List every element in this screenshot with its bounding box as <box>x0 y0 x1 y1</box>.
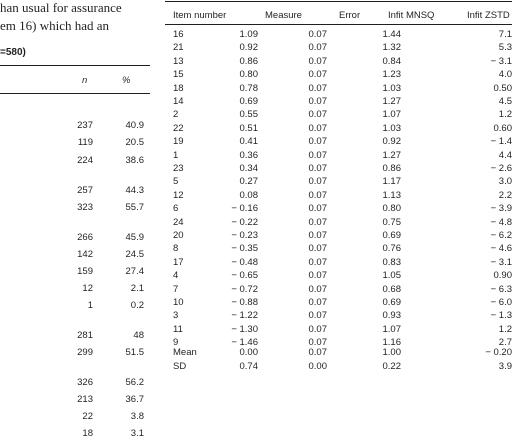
header-item-number: Item number <box>173 10 226 21</box>
cell-infit-mnsq: 1.27 <box>383 96 402 107</box>
cell-measure: 0.36 <box>240 150 259 161</box>
left-cell-pct: 44.3 <box>126 185 145 196</box>
cell-infit-zstd: 1.2 <box>499 109 512 120</box>
cell-error: 0.07 <box>309 123 328 134</box>
cell-item-number: Mean <box>173 347 197 358</box>
left-cell-pct: 20.5 <box>126 137 145 148</box>
cell-infit-mnsq: 0.76 <box>383 243 402 254</box>
cell-infit-zstd: − 3.1 <box>491 56 512 67</box>
cell-item-number: 7 <box>173 284 178 295</box>
item-statistics-table <box>165 0 512 378</box>
left-cell-n: 281 <box>77 330 93 341</box>
left-cell-n: 213 <box>77 394 93 405</box>
left-cell-n: 159 <box>77 266 93 277</box>
left-cell-pct: 24.5 <box>126 249 145 260</box>
cell-item-number: 5 <box>173 176 178 187</box>
cell-measure: 0.69 <box>240 96 259 107</box>
cell-measure: − 0.35 <box>231 243 258 254</box>
cell-error: 0.07 <box>309 243 328 254</box>
cell-measure: 0.92 <box>240 42 259 53</box>
cell-infit-mnsq: 0.22 <box>383 361 402 372</box>
cell-measure: − 1.46 <box>231 337 258 348</box>
cell-error: 0.07 <box>309 109 328 120</box>
left-cell-pct: 36.7 <box>126 394 145 405</box>
cell-item-number: 4 <box>173 270 178 281</box>
right-table-top-rule <box>165 1 512 2</box>
cell-infit-mnsq: 1.44 <box>383 29 402 40</box>
cell-error: 0.07 <box>309 29 328 40</box>
cell-error: 0.07 <box>309 217 328 228</box>
cell-item-number: SD <box>173 361 186 372</box>
cell-item-number: 3 <box>173 310 178 321</box>
cell-item-number: 18 <box>173 83 184 94</box>
cell-measure: − 0.48 <box>231 257 258 268</box>
cell-item-number: 17 <box>173 257 184 268</box>
cell-measure: 0.55 <box>240 109 259 120</box>
cell-measure: 0.34 <box>240 163 259 174</box>
cell-item-number: 9 <box>173 337 178 348</box>
cell-infit-mnsq: 0.80 <box>383 203 402 214</box>
cell-infit-mnsq: 1.07 <box>383 109 402 120</box>
left-cell-n: 142 <box>77 249 93 260</box>
left-cell-pct: 38.6 <box>126 155 145 166</box>
cell-error: 0.07 <box>309 42 328 53</box>
cell-infit-mnsq: 1.03 <box>383 123 402 134</box>
cell-infit-zstd: − 1.4 <box>491 136 512 147</box>
cell-infit-mnsq: 0.84 <box>383 56 402 67</box>
paragraph-line-2: em 16) which had an <box>0 18 109 34</box>
cell-infit-mnsq: 1.16 <box>383 337 402 348</box>
cell-measure: 0.00 <box>240 347 259 358</box>
cell-infit-mnsq: 1.07 <box>383 324 402 335</box>
cell-item-number: 11 <box>173 324 183 335</box>
cell-measure: 0.86 <box>240 56 259 67</box>
cell-measure: − 1.30 <box>231 324 258 335</box>
header-infit-zstd: Infit ZSTD <box>467 10 510 21</box>
cell-infit-mnsq: 1.23 <box>383 69 402 80</box>
cell-measure: 0.78 <box>240 83 259 94</box>
cell-infit-zstd: 4.4 <box>499 150 512 161</box>
cell-measure: − 0.16 <box>231 203 258 214</box>
cell-measure: − 0.22 <box>231 217 258 228</box>
cell-infit-mnsq: 0.68 <box>383 284 402 295</box>
cell-infit-mnsq: 0.69 <box>383 230 402 241</box>
cell-infit-mnsq: 1.05 <box>383 270 402 281</box>
cell-item-number: 19 <box>173 136 184 147</box>
cell-error: 0.07 <box>309 257 328 268</box>
cell-error: 0.07 <box>309 347 328 358</box>
cell-item-number: 13 <box>173 56 184 67</box>
cell-error: 0.07 <box>309 324 328 335</box>
cell-infit-zstd: − 0.20 <box>485 347 512 358</box>
cell-infit-zstd: 0.50 <box>494 83 512 94</box>
cell-measure: 0.74 <box>240 361 259 372</box>
cell-item-number: 12 <box>173 190 184 201</box>
cell-infit-mnsq: 1.32 <box>383 42 402 53</box>
left-table-top-rule <box>0 65 150 66</box>
cell-infit-zstd: − 4.6 <box>491 243 512 254</box>
left-cell-pct: 56.2 <box>126 377 145 388</box>
left-cell-n: 12 <box>82 283 93 294</box>
cell-item-number: 16 <box>173 29 184 40</box>
cell-infit-zstd: − 2.6 <box>491 163 512 174</box>
left-cell-pct: 27.4 <box>126 266 145 277</box>
cell-error: 0.07 <box>309 284 328 295</box>
cell-infit-zstd: 2.7 <box>499 337 512 348</box>
cell-item-number: 2 <box>173 109 178 120</box>
left-cell-pct: 3.8 <box>131 411 144 422</box>
cell-error: 0.07 <box>309 230 328 241</box>
left-cell-n: 22 <box>82 411 93 422</box>
cell-measure: 0.51 <box>240 123 259 134</box>
cell-error: 0.07 <box>309 163 328 174</box>
left-cell-pct: 55.7 <box>126 202 145 213</box>
cell-infit-zstd: 7.1 <box>499 29 512 40</box>
header-measure: Measure <box>265 10 302 21</box>
cell-infit-mnsq: 1.03 <box>383 83 402 94</box>
left-cell-pct: 51.5 <box>126 347 145 358</box>
left-table-panel <box>0 0 150 378</box>
cell-infit-zstd: 1.2 <box>499 324 512 335</box>
left-cell-pct: 40.9 <box>126 120 145 131</box>
cell-infit-zstd: 3.0 <box>499 176 512 187</box>
cell-error: 0.07 <box>309 69 328 80</box>
cell-infit-zstd: 5.3 <box>499 42 512 53</box>
left-cell-pct: 45.9 <box>126 232 145 243</box>
cell-error: 0.07 <box>309 56 328 67</box>
cell-error: 0.07 <box>309 297 328 308</box>
left-cell-pct: 48 <box>133 330 144 341</box>
cell-infit-mnsq: 1.00 <box>383 347 402 358</box>
cell-infit-zstd: 2.2 <box>499 190 512 201</box>
header-error: Error <box>339 10 360 21</box>
cell-infit-zstd: − 4.8 <box>491 217 512 228</box>
cell-measure: 0.27 <box>240 176 259 187</box>
cell-infit-mnsq: 0.83 <box>383 257 402 268</box>
cell-infit-zstd: − 6.3 <box>491 284 512 295</box>
left-cell-n: 257 <box>77 185 93 196</box>
cell-measure: − 1.22 <box>231 310 258 321</box>
left-header-pct: % <box>122 75 130 86</box>
cell-infit-mnsq: 0.69 <box>383 297 402 308</box>
left-cell-pct: 3.1 <box>131 428 144 439</box>
cell-item-number: 14 <box>173 96 184 107</box>
cell-infit-mnsq: 1.27 <box>383 150 402 161</box>
cell-infit-zstd: − 3.9 <box>491 203 512 214</box>
left-cell-pct: 0.2 <box>131 300 144 311</box>
left-cell-n: 18 <box>82 428 93 439</box>
cell-measure: 0.08 <box>240 190 259 201</box>
left-cell-n: 224 <box>77 155 93 166</box>
header-infit-mnsq: Infit MNSQ <box>388 10 434 21</box>
cell-error: 0.07 <box>309 96 328 107</box>
cell-item-number: 8 <box>173 243 178 254</box>
cell-error: 0.07 <box>309 136 328 147</box>
cell-item-number: 1 <box>173 150 178 161</box>
cell-infit-mnsq: 0.86 <box>383 163 402 174</box>
cell-item-number: 6 <box>173 203 178 214</box>
left-cell-n: 266 <box>77 232 93 243</box>
cell-infit-zstd: − 6.0 <box>491 297 512 308</box>
cell-infit-zstd: − 1.3 <box>491 310 512 321</box>
cell-infit-zstd: 4.0 <box>499 69 512 80</box>
cell-infit-mnsq: 1.17 <box>383 176 402 187</box>
cell-infit-zstd: 0.90 <box>494 270 512 281</box>
cell-item-number: 10 <box>173 297 184 308</box>
left-header-rule <box>0 93 150 94</box>
left-cell-n: 323 <box>77 202 93 213</box>
left-cell-n: 119 <box>78 137 93 148</box>
cell-measure: 0.41 <box>240 136 259 147</box>
cell-error: 0.07 <box>309 83 328 94</box>
cell-error: 0.07 <box>309 310 328 321</box>
cell-infit-zstd: − 3.1 <box>491 257 512 268</box>
cell-item-number: 20 <box>173 230 184 241</box>
right-header-rule <box>165 24 512 25</box>
cell-error: 0.07 <box>309 176 328 187</box>
cell-infit-mnsq: 1.13 <box>383 190 402 201</box>
cell-error: 0.07 <box>309 203 328 214</box>
left-cell-n: 326 <box>77 377 93 388</box>
left-cell-n: 1 <box>88 300 93 311</box>
cell-measure: − 0.65 <box>231 270 258 281</box>
cell-item-number: 21 <box>173 42 184 53</box>
left-cell-n: 299 <box>77 347 93 358</box>
left-table-title: =580) <box>0 47 26 58</box>
cell-infit-zstd: − 6.2 <box>491 230 512 241</box>
left-cell-n: 237 <box>77 120 93 131</box>
cell-infit-zstd: 3.9 <box>499 361 512 372</box>
cell-error: 0.07 <box>309 270 328 281</box>
cell-error: 0.00 <box>309 361 328 372</box>
cell-item-number: 22 <box>173 123 184 134</box>
cell-error: 0.07 <box>309 190 328 201</box>
cell-infit-zstd: 4.5 <box>499 96 512 107</box>
cell-infit-zstd: 0.60 <box>494 123 512 134</box>
cell-measure: − 0.72 <box>231 284 258 295</box>
paragraph-line-1: han usual for assurance <box>0 0 122 16</box>
cell-item-number: 23 <box>173 163 184 174</box>
cell-measure: 1.09 <box>240 29 259 40</box>
left-header-n: n <box>82 75 87 86</box>
cell-measure: − 0.88 <box>231 297 258 308</box>
cell-measure: − 0.23 <box>231 230 258 241</box>
left-cell-pct: 2.1 <box>131 283 144 294</box>
cell-item-number: 15 <box>173 69 184 80</box>
cell-infit-mnsq: 0.93 <box>383 310 402 321</box>
cell-infit-mnsq: 0.75 <box>383 217 402 228</box>
cell-measure: 0.80 <box>240 69 259 80</box>
cell-error: 0.07 <box>309 150 328 161</box>
cell-error: 0.07 <box>309 337 328 348</box>
cell-infit-mnsq: 0.92 <box>383 136 402 147</box>
cell-item-number: 24 <box>173 217 184 228</box>
